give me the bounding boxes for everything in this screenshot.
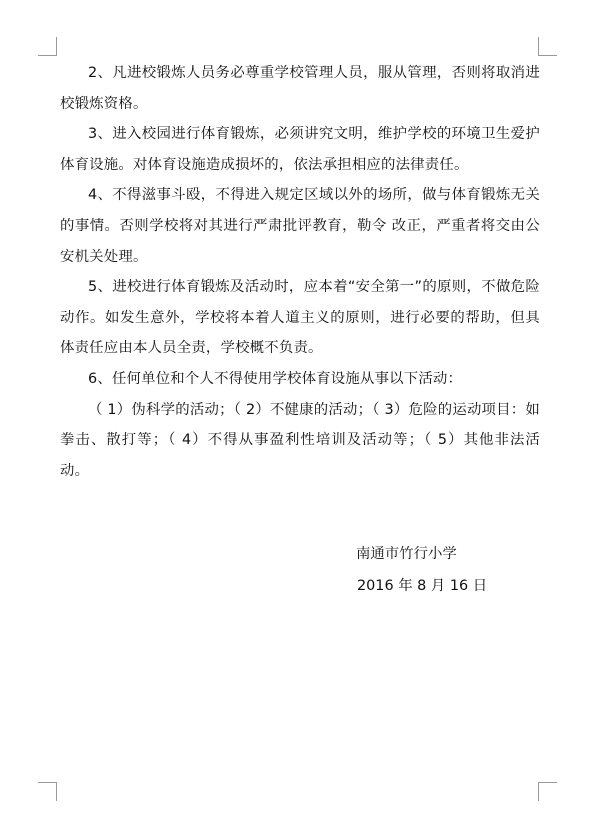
rule-paragraph-3: 3、进入校园进行体育锻炼，必须讲究文明，维护学校的环境卫生爱护体育设施。对体育设施造成损坏的，依法承担相应的法律责任。 bbox=[60, 126, 540, 173]
rule-paragraph-5: 5、进校进行体育锻炼及活动时，应本着“安全第一”的原则，不做危险动作。如发生意外，学校将本着人道主义的原则，进行必要的帮助，但具体责任应由本人员全责，学校概不负责。 bbox=[60, 279, 540, 357]
document-body bbox=[60, 58, 540, 486]
rule-paragraph-6: 6、任何单位和个人不得使用学校体育设施从事以下活动： bbox=[88, 370, 463, 387]
crop-mark-bottom-left bbox=[38, 782, 57, 801]
signature-organization: 南通市竹行小学 bbox=[356, 546, 457, 562]
rule-paragraph-2: 2、凡进校锻炼人员务必尊重学校管理人员，服从管理，否则将取消进校锻炼资格。 bbox=[60, 65, 540, 112]
prohibited-activities-list: （ 1）伪科学的活动；（ 2）不健康的活动；（ 3）危险的运动项目：如拳击、散打等；（ 4）不得从事盈利性培训及活动等；（ 5）其他非法活动。 bbox=[60, 401, 540, 479]
crop-mark-top-right bbox=[538, 37, 557, 56]
rule-paragraph-4: 4、不得滋事斗殴，不得进入规定区域以外的场所，做与体育锻炼无关的事情。否则学校将对其进行严肃批评教育，勒令 改正，严重者将交由公安机关处理。 bbox=[60, 187, 540, 265]
signature-date: 2016 年 8 月 16 日 bbox=[357, 578, 488, 594]
crop-mark-top-left bbox=[38, 37, 57, 56]
crop-mark-bottom-right bbox=[538, 782, 557, 801]
